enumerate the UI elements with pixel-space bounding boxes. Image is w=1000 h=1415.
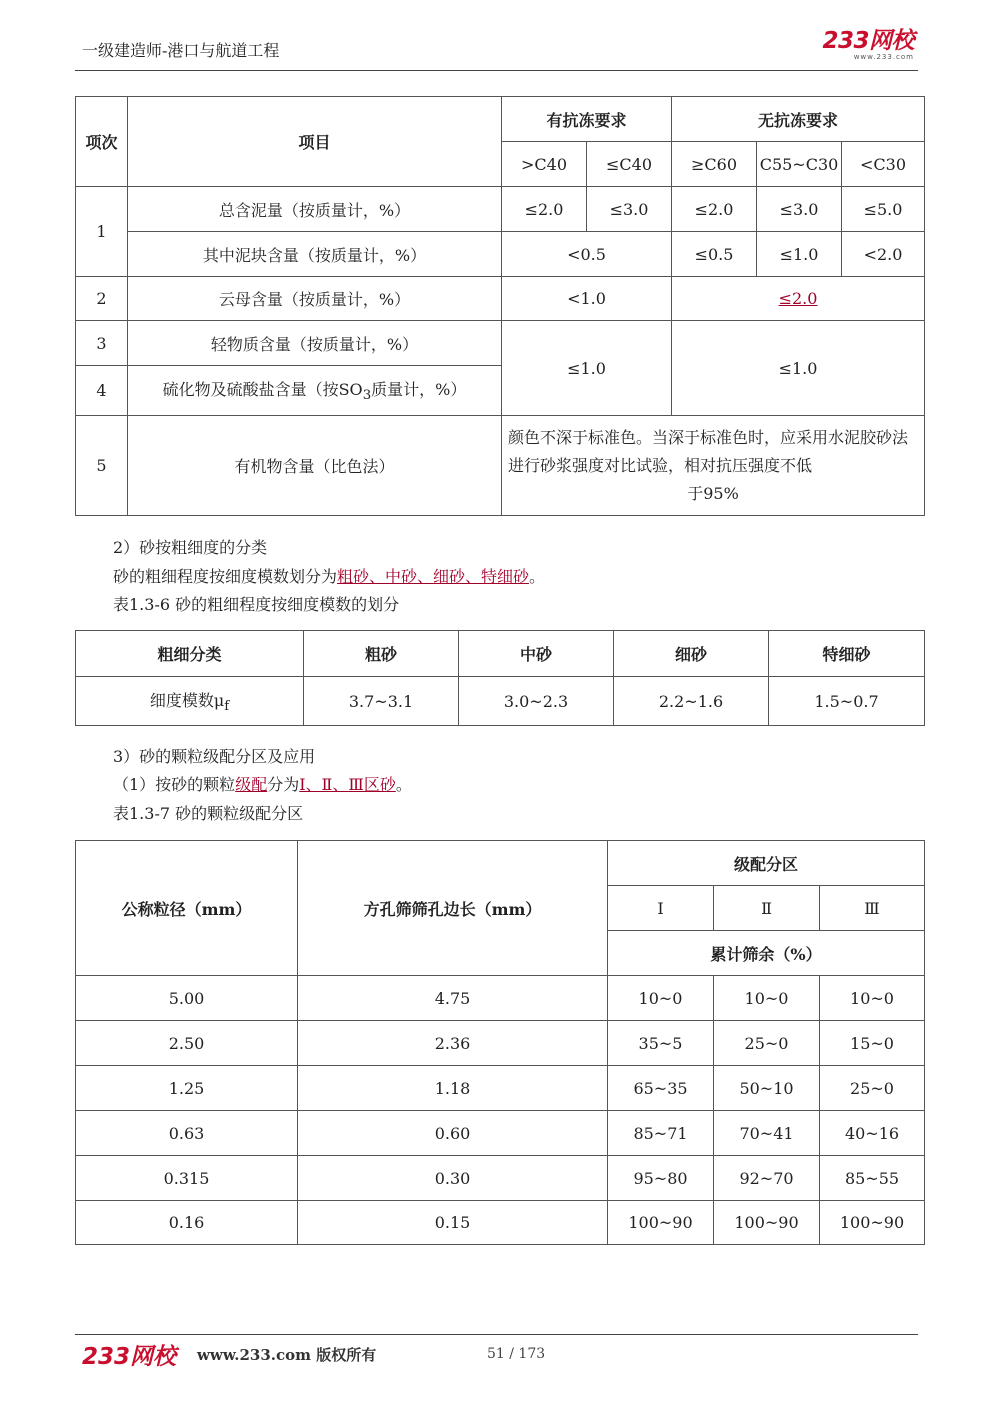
sub-header: ≤C40 bbox=[587, 142, 672, 187]
row-index: 5 bbox=[76, 416, 128, 516]
cell: 85~55 bbox=[820, 1156, 925, 1201]
item-subscript: 3 bbox=[362, 388, 372, 404]
header-item: 项目 bbox=[128, 97, 502, 187]
header-cell: 粗细分类 bbox=[76, 631, 304, 677]
footer-logo[interactable]: 233网校 bbox=[82, 1344, 177, 1370]
value-cell: ≤2.0 bbox=[672, 187, 757, 232]
row-item: 有机物含量（比色法） bbox=[128, 416, 502, 516]
section-heading: 3）砂的颗粒级配分区及应用 bbox=[113, 747, 316, 766]
cell: 10~0 bbox=[714, 976, 820, 1021]
value-cell: ≤1.0 bbox=[502, 321, 672, 416]
paragraph-text: 砂的粗细程度按细度模数划分为 bbox=[113, 567, 338, 586]
value-cell: ≤3.0 bbox=[757, 187, 842, 232]
note-text-end: 于95% bbox=[687, 483, 739, 503]
value-cell: ≤0.5 bbox=[672, 232, 757, 277]
value-cell: <2.0 bbox=[842, 232, 925, 277]
highlight-text: ≤2.0 bbox=[778, 289, 818, 308]
value-cell: <0.5 bbox=[502, 232, 672, 277]
label-text: 细度模数μ bbox=[149, 690, 225, 710]
header-cell: 粗砂 bbox=[304, 631, 459, 677]
cell: 0.16 bbox=[76, 1201, 298, 1245]
document-header-title: 一级建造师-港口与航道工程 bbox=[82, 41, 280, 60]
row-item bbox=[128, 366, 502, 416]
paragraph-text: 分为 bbox=[267, 775, 300, 794]
cell: 35~5 bbox=[608, 1021, 714, 1066]
row-index: 3 bbox=[76, 321, 128, 366]
paragraph-text: 。 bbox=[395, 775, 412, 794]
sand-impurity-table bbox=[75, 96, 925, 516]
row-index: 2 bbox=[76, 277, 128, 321]
cell: 15~0 bbox=[820, 1021, 925, 1066]
value-cell: 2.2~1.6 bbox=[614, 677, 769, 726]
cell: 2.36 bbox=[298, 1021, 608, 1066]
table-caption: 表1.3-7 砂的颗粒级配分区 bbox=[113, 804, 304, 823]
footer-site[interactable]: www.233.com 版权所有 bbox=[197, 1346, 377, 1364]
cell: 92~70 bbox=[714, 1156, 820, 1201]
cell: 100~90 bbox=[714, 1201, 820, 1245]
header-sieve: 方孔筛筛孔边长（mm） bbox=[298, 841, 608, 976]
header-size: 公称粒径（mm） bbox=[76, 841, 298, 976]
row-index: 4 bbox=[76, 366, 128, 416]
cell: 10~0 bbox=[608, 976, 714, 1021]
zone-header: Ⅱ bbox=[714, 886, 820, 931]
row-item: 云母含量（按质量计，%） bbox=[128, 277, 502, 321]
sub-header: ≥C60 bbox=[672, 142, 757, 187]
paragraph bbox=[113, 772, 412, 795]
cell: 10~0 bbox=[820, 976, 925, 1021]
page-number: 51 / 173 bbox=[487, 1346, 546, 1362]
cell: 70~41 bbox=[714, 1111, 820, 1156]
value-cell: ≤1.0 bbox=[672, 321, 925, 416]
cell: 65~35 bbox=[608, 1066, 714, 1111]
item-text: 硫化物及硫酸盐含量（按SO bbox=[162, 380, 363, 400]
sub-header: <C30 bbox=[842, 142, 925, 187]
value-cell: 1.5~0.7 bbox=[769, 677, 925, 726]
cell: 0.315 bbox=[76, 1156, 298, 1201]
fineness-table bbox=[75, 630, 925, 726]
row-index: 1 bbox=[76, 187, 128, 277]
cell: 0.15 bbox=[298, 1201, 608, 1245]
cell: 85~71 bbox=[608, 1111, 714, 1156]
note-cell bbox=[502, 416, 925, 516]
cell: 95~80 bbox=[608, 1156, 714, 1201]
value-cell: 3.0~2.3 bbox=[459, 677, 614, 726]
label-subscript: f bbox=[224, 699, 230, 715]
cell: 1.18 bbox=[298, 1066, 608, 1111]
header-cell: 细砂 bbox=[614, 631, 769, 677]
cell: 2.50 bbox=[76, 1021, 298, 1066]
item-text: 质量计，%） bbox=[371, 380, 467, 400]
paragraph-text: 。 bbox=[529, 567, 546, 586]
value-cell: ≤1.0 bbox=[757, 232, 842, 277]
note-text: 颜色不深于标准色。当深于标准色时，应采用水泥胶砂法进行砂浆强度对比试验，相对抗压强度不低 bbox=[508, 427, 909, 475]
value-cell: 3.7~3.1 bbox=[304, 677, 459, 726]
highlight-text: 级配 bbox=[235, 775, 268, 794]
value-cell: ≤5.0 bbox=[842, 187, 925, 232]
brand-logo[interactable] bbox=[822, 30, 914, 61]
row-item: 其中泥块含量（按质量计，%） bbox=[128, 232, 502, 277]
header-frost: 有抗冻要求 bbox=[502, 97, 672, 142]
cell: 5.00 bbox=[76, 976, 298, 1021]
cell: 100~90 bbox=[820, 1201, 925, 1245]
table-caption: 表1.3-6 砂的粗细程度按细度模数的划分 bbox=[113, 595, 400, 614]
zone-header: Ⅰ bbox=[608, 886, 714, 931]
logo-url: www.233.com bbox=[853, 53, 914, 61]
row-item: 总含泥量（按质量计，%） bbox=[128, 187, 502, 232]
sub-header: >C40 bbox=[502, 142, 587, 187]
header-divider bbox=[75, 70, 918, 71]
cell: 0.60 bbox=[298, 1111, 608, 1156]
highlight-text: Ⅰ、Ⅱ、Ⅲ区砂 bbox=[299, 775, 396, 794]
header-index: 项次 bbox=[76, 97, 128, 187]
header-cumulative: 累计筛余（%） bbox=[608, 931, 925, 976]
value-cell: ≤3.0 bbox=[587, 187, 672, 232]
sub-header: C55~C30 bbox=[757, 142, 842, 187]
value-cell: <1.0 bbox=[502, 277, 672, 321]
header-zone: 级配分区 bbox=[608, 841, 925, 886]
paragraph-text: （1）按砂的颗粒 bbox=[113, 775, 236, 794]
highlight-text: 粗砂、中砂、细砂、特细砂 bbox=[337, 567, 530, 586]
row-item: 轻物质含量（按质量计，%） bbox=[128, 321, 502, 366]
cell: 100~90 bbox=[608, 1201, 714, 1245]
value-cell-highlight bbox=[672, 277, 925, 321]
header-no-frost: 无抗冻要求 bbox=[672, 97, 925, 142]
cell: 1.25 bbox=[76, 1066, 298, 1111]
header-cell: 中砂 bbox=[459, 631, 614, 677]
cell: 50~10 bbox=[714, 1066, 820, 1111]
value-cell: ≤2.0 bbox=[502, 187, 587, 232]
footer-divider bbox=[75, 1334, 918, 1335]
cell: 4.75 bbox=[298, 976, 608, 1021]
header-cell: 特细砂 bbox=[769, 631, 925, 677]
row-label bbox=[76, 677, 304, 726]
cell: 0.63 bbox=[76, 1111, 298, 1156]
logo-text: 233网校 bbox=[822, 28, 914, 54]
cell: 0.30 bbox=[298, 1156, 608, 1201]
cell: 25~0 bbox=[714, 1021, 820, 1066]
cell: 40~16 bbox=[820, 1111, 925, 1156]
zone-header: Ⅲ bbox=[820, 886, 925, 931]
cell: 25~0 bbox=[820, 1066, 925, 1111]
gradation-table bbox=[75, 840, 925, 1245]
paragraph bbox=[113, 564, 545, 587]
section-heading: 2）砂按粗细度的分类 bbox=[113, 538, 268, 557]
